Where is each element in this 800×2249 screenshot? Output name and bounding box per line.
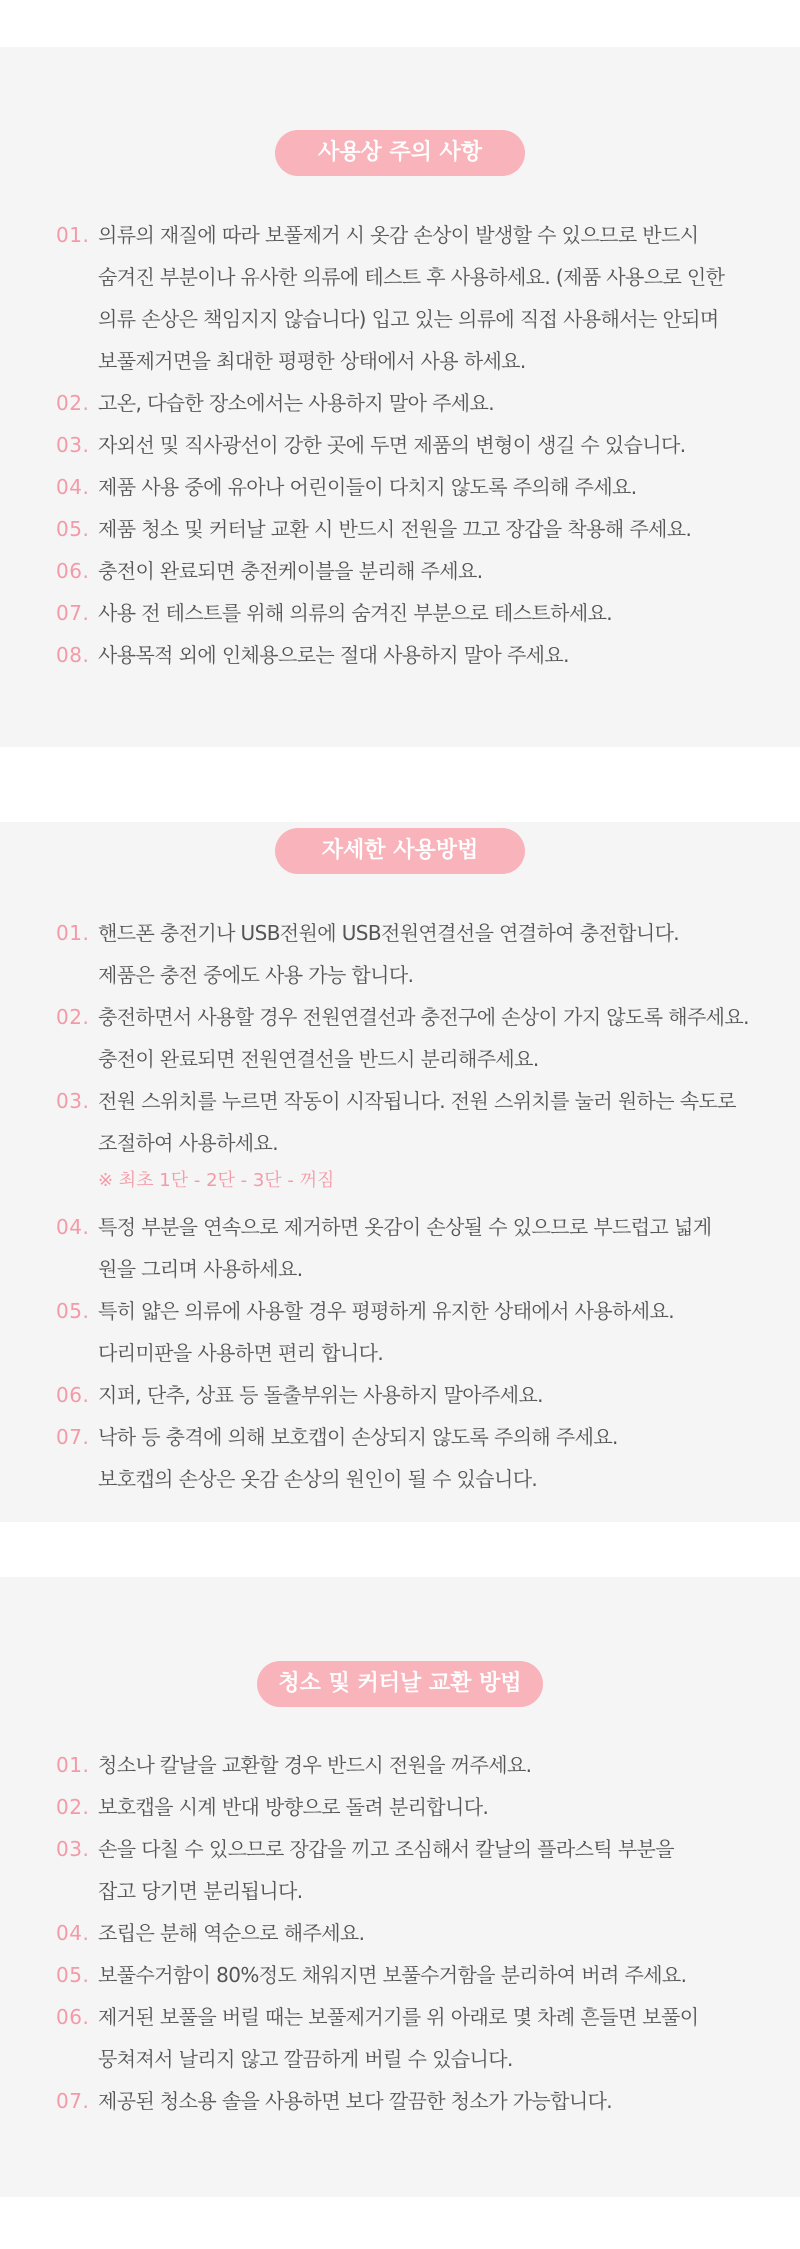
item-line: 충전하면서 사용할 경우 전원연결선과 충전구에 손상이 가지 않도록 해주세요.: [98, 1005, 749, 1029]
item-line: 보호캡을 시계 반대 방향으로 돌려 분리합니다.: [98, 1795, 489, 1819]
item-line: 보풀제거면을 최대한 평평한 상태에서 사용 하세요.: [98, 349, 526, 373]
item-line: 충전이 완료되면 전원연결선을 반드시 분리해주세요.: [98, 1047, 539, 1071]
list-item: [56, 634, 776, 676]
item-line: 제품 사용 중에 유아나 어린이들이 다치지 않도록 주의해 주세요.: [98, 475, 637, 499]
usage-section: [0, 822, 800, 1522]
item-line: 제공된 청소용 솔을 사용하면 보다 깔끔한 청소가 가능합니다.: [98, 2089, 613, 2113]
list-item: [56, 1206, 776, 1290]
item-line: 제거된 보풀을 버릴 때는 보풀제거기를 위 아래로 몇 차례 흔들면 보풀이: [98, 2005, 699, 2029]
list-item: [56, 1954, 776, 1996]
list-item: [56, 1290, 776, 1374]
item-line: 의류의 재질에 따라 보풀제거 시 옷감 손상이 발생할 수 있으므로 반드시: [98, 223, 699, 247]
item-number: 03.: [56, 1837, 90, 1861]
item-line: 특히 얇은 의류에 사용할 경우 평평하게 유지한 상태에서 사용하세요.: [98, 1299, 674, 1323]
item-text: [98, 2080, 776, 2122]
item-number: 04.: [56, 1921, 90, 1945]
item-line: 자외선 및 직사광선이 강한 곳에 두면 제품의 변형이 생길 수 있습니다.: [98, 433, 686, 457]
item-number: 01.: [56, 1753, 90, 1777]
item-number: 02.: [56, 1795, 90, 1819]
section-title: 자세한 사용방법: [275, 828, 525, 874]
item-line: 특정 부분을 연속으로 제거하면 옷감이 손상될 수 있으므로 부드럽고 넓게: [98, 1215, 712, 1239]
item-text: [98, 1374, 776, 1416]
item-text: [98, 424, 776, 466]
item-text: [98, 1416, 776, 1500]
item-text: [98, 508, 776, 550]
item-text: [98, 634, 776, 676]
item-line: 충전이 완료되면 충전케이블을 분리해 주세요.: [98, 559, 483, 583]
item-line: 사용목적 외에 인체용으로는 절대 사용하지 말아 주세요.: [98, 643, 569, 667]
caution-section: [0, 47, 800, 747]
list-item: [56, 1828, 776, 1912]
list-item: [56, 592, 776, 634]
list-item: [56, 1080, 776, 1206]
item-line: 뭉쳐져서 날리지 않고 깔끔하게 버릴 수 있습니다.: [98, 2047, 513, 2071]
list-item: [56, 1416, 776, 1500]
item-number: 03.: [56, 433, 90, 457]
usage-list: [56, 912, 776, 1500]
list-item: [56, 382, 776, 424]
item-text: [98, 1786, 776, 1828]
item-line: 고온, 다습한 장소에서는 사용하지 말아 주세요.: [98, 391, 494, 415]
item-number: 06.: [56, 1383, 90, 1407]
item-line: 사용 전 테스트를 위해 의류의 숨겨진 부분으로 테스트하세요.: [98, 601, 613, 625]
item-text: [98, 592, 776, 634]
item-text: [98, 1912, 776, 1954]
caution-list: [56, 214, 776, 676]
item-text: [98, 912, 776, 996]
list-item: [56, 912, 776, 996]
item-line: 원을 그리며 사용하세요.: [98, 1257, 303, 1281]
item-line: 핸드폰 충전기나 USB전원에 USB전원연결선을 연결하여 충전합니다.: [98, 921, 680, 945]
list-item: [56, 1996, 776, 2080]
item-number: 02.: [56, 391, 90, 415]
item-number: 02.: [56, 1005, 90, 1029]
item-line: 보풀수거함이 80%정도 채워지면 보풀수거함을 분리하여 버려 주세요.: [98, 1963, 687, 1987]
item-number: 05.: [56, 1299, 90, 1323]
item-number: 04.: [56, 475, 90, 499]
item-line: 전원 스위치를 누르면 작동이 시작됩니다. 전원 스위치를 눌러 원하는 속도로: [98, 1089, 736, 1113]
item-line: 손을 다칠 수 있으므로 장갑을 끼고 조심해서 칼날의 플라스틱 부분을: [98, 1837, 674, 1861]
list-item: [56, 2080, 776, 2122]
list-item: [56, 1786, 776, 1828]
item-text: [98, 1996, 776, 2080]
item-number: 06.: [56, 2005, 90, 2029]
item-line: 잡고 당기면 분리됩니다.: [98, 1879, 303, 1903]
item-line: 숨겨진 부분이나 유사한 의류에 테스트 후 사용하세요. (제품 사용으로 인한: [98, 265, 725, 289]
item-line: 제품은 충전 중에도 사용 가능 합니다.: [98, 963, 414, 987]
item-number: 07.: [56, 2089, 90, 2113]
item-line: 다리미판을 사용하면 편리 합니다.: [98, 1341, 384, 1365]
item-number: 07.: [56, 1425, 90, 1449]
list-item: [56, 1912, 776, 1954]
item-text: [98, 1080, 776, 1206]
item-text: [98, 214, 776, 382]
list-item: [56, 550, 776, 592]
item-line: 조립은 분해 역순으로 해주세요.: [98, 1921, 365, 1945]
item-text: [98, 1744, 776, 1786]
item-line: 보호캡의 손상은 옷감 손상의 원인이 될 수 있습니다.: [98, 1467, 538, 1491]
item-text: [98, 550, 776, 592]
item-line: 의류 손상은 책임지지 않습니다) 입고 있는 의류에 직접 사용해서는 안되며: [98, 307, 719, 331]
item-line: 청소나 칼날을 교환할 경우 반드시 전원을 꺼주세요.: [98, 1753, 532, 1777]
item-text: [98, 466, 776, 508]
item-number: 08.: [56, 643, 90, 667]
item-number: 01.: [56, 921, 90, 945]
item-number: 04.: [56, 1215, 90, 1239]
item-number: 03.: [56, 1089, 90, 1113]
item-number: 06.: [56, 559, 90, 583]
item-line: 조절하여 사용하세요.: [98, 1131, 278, 1155]
section-title: 사용상 주의 사항: [275, 130, 525, 176]
list-item: [56, 1374, 776, 1416]
list-item: [56, 466, 776, 508]
item-number: 01.: [56, 223, 90, 247]
cleaning-list: [56, 1744, 776, 2122]
item-text: [98, 1206, 776, 1290]
item-text: [98, 996, 776, 1080]
item-text: [98, 1828, 776, 1912]
item-text: [98, 1290, 776, 1374]
item-text: [98, 382, 776, 424]
item-number: 05.: [56, 517, 90, 541]
item-note: ※ 최초 1단 - 2단 - 3단 - 꺼짐: [98, 1170, 335, 1191]
item-text: [98, 1954, 776, 1996]
item-number: 07.: [56, 601, 90, 625]
list-item: [56, 214, 776, 382]
cleaning-section: [0, 1577, 800, 2197]
item-line: 낙하 등 충격에 의해 보호캡이 손상되지 않도록 주의해 주세요.: [98, 1425, 618, 1449]
list-item: [56, 424, 776, 466]
section-title: 청소 및 커터날 교환 방법: [257, 1661, 543, 1707]
item-line: 제품 청소 및 커터날 교환 시 반드시 전원을 끄고 장갑을 착용해 주세요.: [98, 517, 692, 541]
list-item: [56, 508, 776, 550]
list-item: [56, 996, 776, 1080]
item-line: 지퍼, 단추, 상표 등 돌출부위는 사용하지 말아주세요.: [98, 1383, 543, 1407]
list-item: [56, 1744, 776, 1786]
item-number: 05.: [56, 1963, 90, 1987]
